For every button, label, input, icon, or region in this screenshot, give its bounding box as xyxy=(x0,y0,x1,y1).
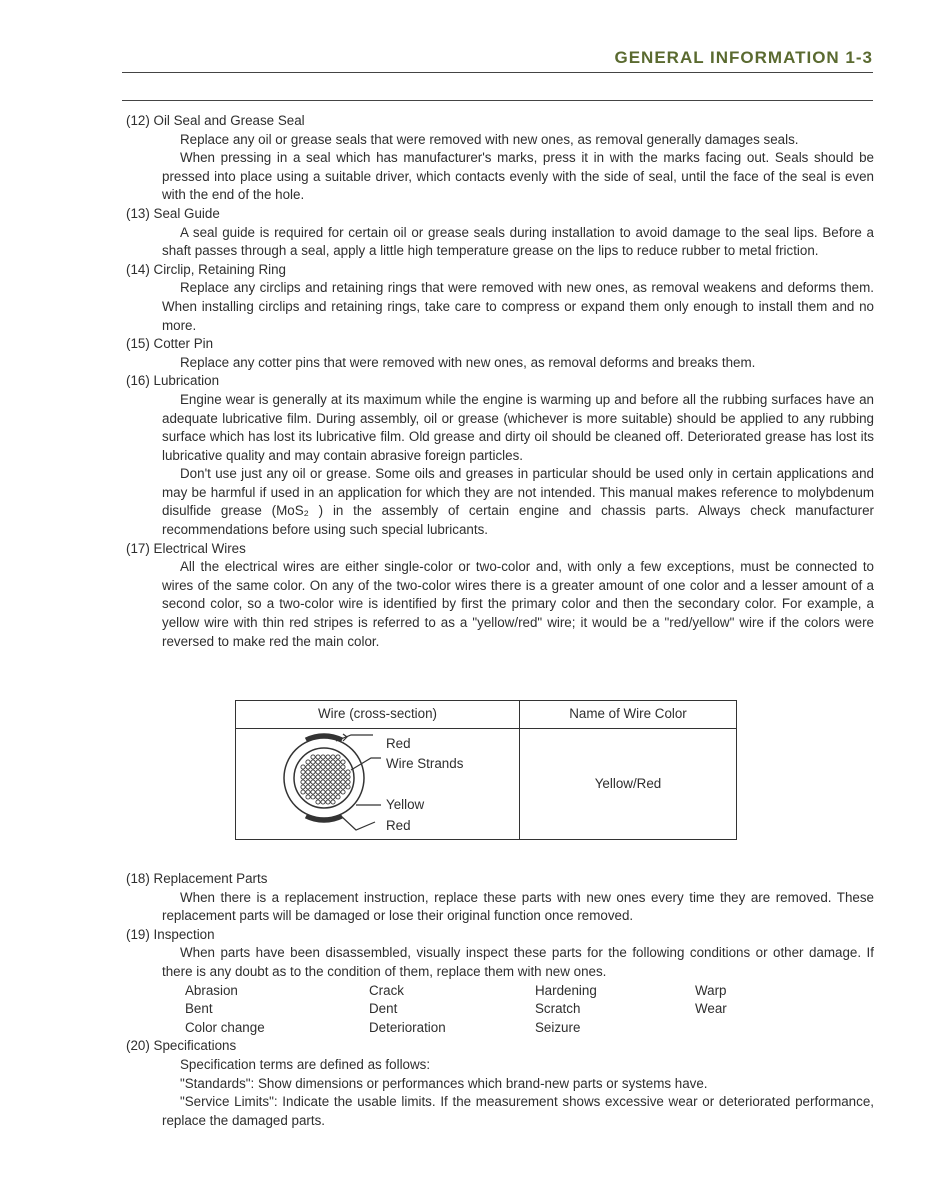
wire-strand xyxy=(316,780,320,784)
section-title: (20) Specifications xyxy=(126,1038,237,1054)
wire-strand xyxy=(306,775,310,779)
inspection-condition: Deterioration xyxy=(369,1019,446,1035)
wire-strand xyxy=(311,790,315,794)
wire-strand xyxy=(326,780,330,784)
inspection-condition: Scratch xyxy=(535,1001,581,1017)
wire-strand xyxy=(331,790,335,794)
wire-strand xyxy=(311,765,315,769)
wire-strand xyxy=(326,795,330,799)
wire-strand xyxy=(341,790,345,794)
wire-strand xyxy=(336,785,340,789)
section-title: (18) Replacement Parts xyxy=(126,871,268,886)
inspection-condition: Seizure xyxy=(535,1019,581,1035)
wire-strand xyxy=(321,780,325,784)
inspection-condition: Hardening xyxy=(535,982,597,998)
wire-strand xyxy=(331,795,335,799)
section xyxy=(126,926,874,1038)
wire-strand xyxy=(346,780,350,784)
wire-strand xyxy=(301,770,305,774)
wire-strand xyxy=(316,765,320,769)
wire-strand xyxy=(316,785,320,789)
wire-strand xyxy=(336,795,340,799)
wire-table-divider-horizontal xyxy=(236,728,736,729)
wire-strand xyxy=(326,785,330,789)
wire-strand xyxy=(331,785,335,789)
section-paragraph: Replace any cotter pins that were removed with new ones, as removal deforms and breaks them. xyxy=(180,354,756,370)
wire-strand xyxy=(341,780,345,784)
wire-strand xyxy=(306,765,310,769)
wire-table-header-cross-section: Wire (cross-section) xyxy=(317,706,438,721)
wire-table-header-color-name: Name of Wire Color xyxy=(569,706,687,721)
wire-strand xyxy=(331,765,335,769)
wire-strand xyxy=(311,760,315,764)
section xyxy=(126,261,874,335)
header-rule-bottom xyxy=(122,100,873,101)
wire-strand xyxy=(321,765,325,769)
wire-strand xyxy=(311,785,315,789)
wire-strand xyxy=(316,795,320,799)
wire-strand xyxy=(316,775,320,779)
section-title: (19) Inspection xyxy=(126,926,215,942)
section-title: (14) Circlip, Retaining Ring xyxy=(126,261,287,277)
wire-strand xyxy=(326,755,330,759)
inspection-condition: Abrasion xyxy=(185,982,238,998)
wire-label-yellow: Yellow xyxy=(386,797,425,812)
section-list-top xyxy=(126,112,874,651)
wire-strand xyxy=(331,770,335,774)
wire-strand xyxy=(321,775,325,779)
inspection-condition: Color change xyxy=(185,1019,265,1035)
section-paragraph: A seal guide is required for certain oil or grease seals during installation to avoid damage to the seal lips. Before a shaft passes through a seal, apply a little high temperature grease on the lips to reduce rubber to metal friction. xyxy=(162,224,874,259)
wire-strand xyxy=(336,755,340,759)
section-paragraph: Don't use just any oil or grease. Some oils and greases in particular should be used only in certain applications and may be harmful if used in an application for which they are not intended. This manual makes reference to molybdenum disulfide grease (MoS₂ ) in the assembly of certain engine and chassis parts. Always check manufacturer recommendations before using such special lubricants. xyxy=(162,466,874,538)
wire-strand xyxy=(321,755,325,759)
wire-strand xyxy=(326,800,330,804)
section-paragraph: When pressing in a seal which has manufacturer's marks, press it in with the marks facing out. Seals should be pressed into place using a suitable driver, which contacts evenly with the side of seal, until the face of the seal is even with the end of the hole. xyxy=(162,150,874,203)
wire-strand xyxy=(306,780,310,784)
wire-strand xyxy=(346,770,350,774)
inspection-condition xyxy=(695,1019,835,1038)
wire-strand xyxy=(321,770,325,774)
wire-strand xyxy=(311,775,315,779)
wire-strand xyxy=(306,770,310,774)
section-paragraph: "Standards": Show dimensions or performances which brand-new parts or systems have. xyxy=(180,1075,708,1091)
section-list-bottom xyxy=(126,870,874,1130)
wire-strand xyxy=(336,760,340,764)
wire-strand xyxy=(311,770,315,774)
section-title: (16) Lubrication xyxy=(126,373,220,389)
wire-strand xyxy=(346,785,350,789)
wire-color-table xyxy=(235,700,737,840)
wire-strand xyxy=(346,775,350,779)
section-title: (12) Oil Seal and Grease Seal xyxy=(126,113,305,128)
section-paragraph: Specification terms are defined as follows: xyxy=(180,1056,431,1072)
section xyxy=(126,205,874,261)
wire-strand xyxy=(301,765,305,769)
wire-strand xyxy=(306,795,310,799)
inspection-condition: Dent xyxy=(369,1001,398,1017)
section-title: (15) Cotter Pin xyxy=(126,336,214,352)
inspection-condition: Bent xyxy=(185,1001,213,1017)
wire-strand xyxy=(326,765,330,769)
wire-strand xyxy=(306,785,310,789)
wire-strand xyxy=(331,755,335,759)
wire-strand xyxy=(336,790,340,794)
wire-strand xyxy=(306,760,310,764)
wire-label-strands: Wire Strands xyxy=(386,756,464,771)
inspection-condition: Wear xyxy=(695,1001,727,1017)
inspection-conditions-grid xyxy=(126,982,874,1038)
wire-strand xyxy=(316,755,320,759)
wire-strand xyxy=(316,760,320,764)
section xyxy=(126,112,874,205)
section-paragraph: Replace any oil or grease seals that were removed with new ones, as removal generally damages seals. xyxy=(180,131,799,147)
wire-strand xyxy=(311,755,315,759)
section xyxy=(126,335,874,372)
wire-strand xyxy=(321,760,325,764)
wire-strand xyxy=(326,790,330,794)
section-paragraph: "Service Limits": Indicate the usable limits. If the measurement shows excessive wear or deteriorated performance, replace the damaged parts. xyxy=(162,1094,874,1128)
section xyxy=(126,870,874,926)
wire-strand xyxy=(341,785,345,789)
wire-strand xyxy=(311,795,315,799)
section xyxy=(126,540,874,652)
wire-strand xyxy=(331,775,335,779)
section-paragraph: Replace any circlips and retaining rings that were removed with new ones, as removal weakens and deforms them. When installing circlips and retaining rings, take care to compress or expand them only enough to install them and no more. xyxy=(162,280,874,333)
wire-strand xyxy=(336,780,340,784)
section-paragraph: Engine wear is generally at its maximum while the engine is warming up and before all the rubbing surfaces have an adequate lubricative film. During assembly, oil or grease (whichever is more suitable) should be applied to any rubbing surface which has lost its lubricative film. Old grease and dirty oil should be cleaned off. Deteriorated grease has lost its lubricative quality and may contain abrasive foreign particles. xyxy=(162,391,874,463)
header-rule-top xyxy=(122,72,873,73)
wire-strand xyxy=(316,800,320,804)
wire-strand xyxy=(336,765,340,769)
wire-strand xyxy=(301,790,305,794)
wire-label-red-top: Red xyxy=(386,736,411,751)
wire-strand xyxy=(331,800,335,804)
wire-strand xyxy=(326,760,330,764)
wire-strand xyxy=(341,765,345,769)
inspection-condition: Crack xyxy=(369,982,404,998)
wire-strand xyxy=(331,780,335,784)
wire-strand xyxy=(331,760,335,764)
wire-strand xyxy=(311,780,315,784)
wire-strand xyxy=(316,770,320,774)
wire-strand xyxy=(321,785,325,789)
wire-color-name-value: Yellow/Red xyxy=(594,776,662,791)
wire-strand xyxy=(321,800,325,804)
wire-strand xyxy=(336,770,340,774)
wire-strand xyxy=(341,770,345,774)
section-title: (13) Seal Guide xyxy=(126,205,220,221)
section-paragraph: All the electrical wires are either single-color or two-color and, with only a few exceptions, must be connected to wires of the same color. On any of the two-color wires there is a greater amount of one color and a lesser amount of a second color, so a two-color wire is identified by first the primary color and then the secondary color. For example, a yellow wire with thin red stripes is referred to as a "yellow/red" wire; it would be a "red/yellow" wire if the colors were reversed to make red the main color. xyxy=(162,559,874,649)
section xyxy=(126,372,874,539)
inspection-condition: Warp xyxy=(695,982,727,998)
wire-strand xyxy=(341,775,345,779)
wire-strand xyxy=(306,790,310,794)
wire-strand xyxy=(301,785,305,789)
wire-strand xyxy=(326,775,330,779)
wire-strand xyxy=(341,760,345,764)
section-paragraph: When parts have been disassembled, visually inspect these parts for the following conditions or other damage. If there is any doubt as to the condition of them, replace them with new ones. xyxy=(162,945,874,979)
wire-strand xyxy=(321,790,325,794)
wire-strand xyxy=(321,795,325,799)
wire-label-red-bottom: Red xyxy=(386,818,411,833)
wire-strand xyxy=(301,780,305,784)
wire-strand xyxy=(316,790,320,794)
section-title: (17) Electrical Wires xyxy=(126,540,246,556)
section xyxy=(126,1037,874,1130)
page-header-title: GENERAL INFORMATION 1-3 xyxy=(614,48,873,67)
wire-strand xyxy=(326,770,330,774)
section-paragraph: When there is a replacement instruction, replace these parts with new ones every time they are removed. These replacement parts will be damaged or lose their original function once removed. xyxy=(162,889,874,924)
wire-strand xyxy=(301,775,305,779)
wire-strand xyxy=(336,775,340,779)
